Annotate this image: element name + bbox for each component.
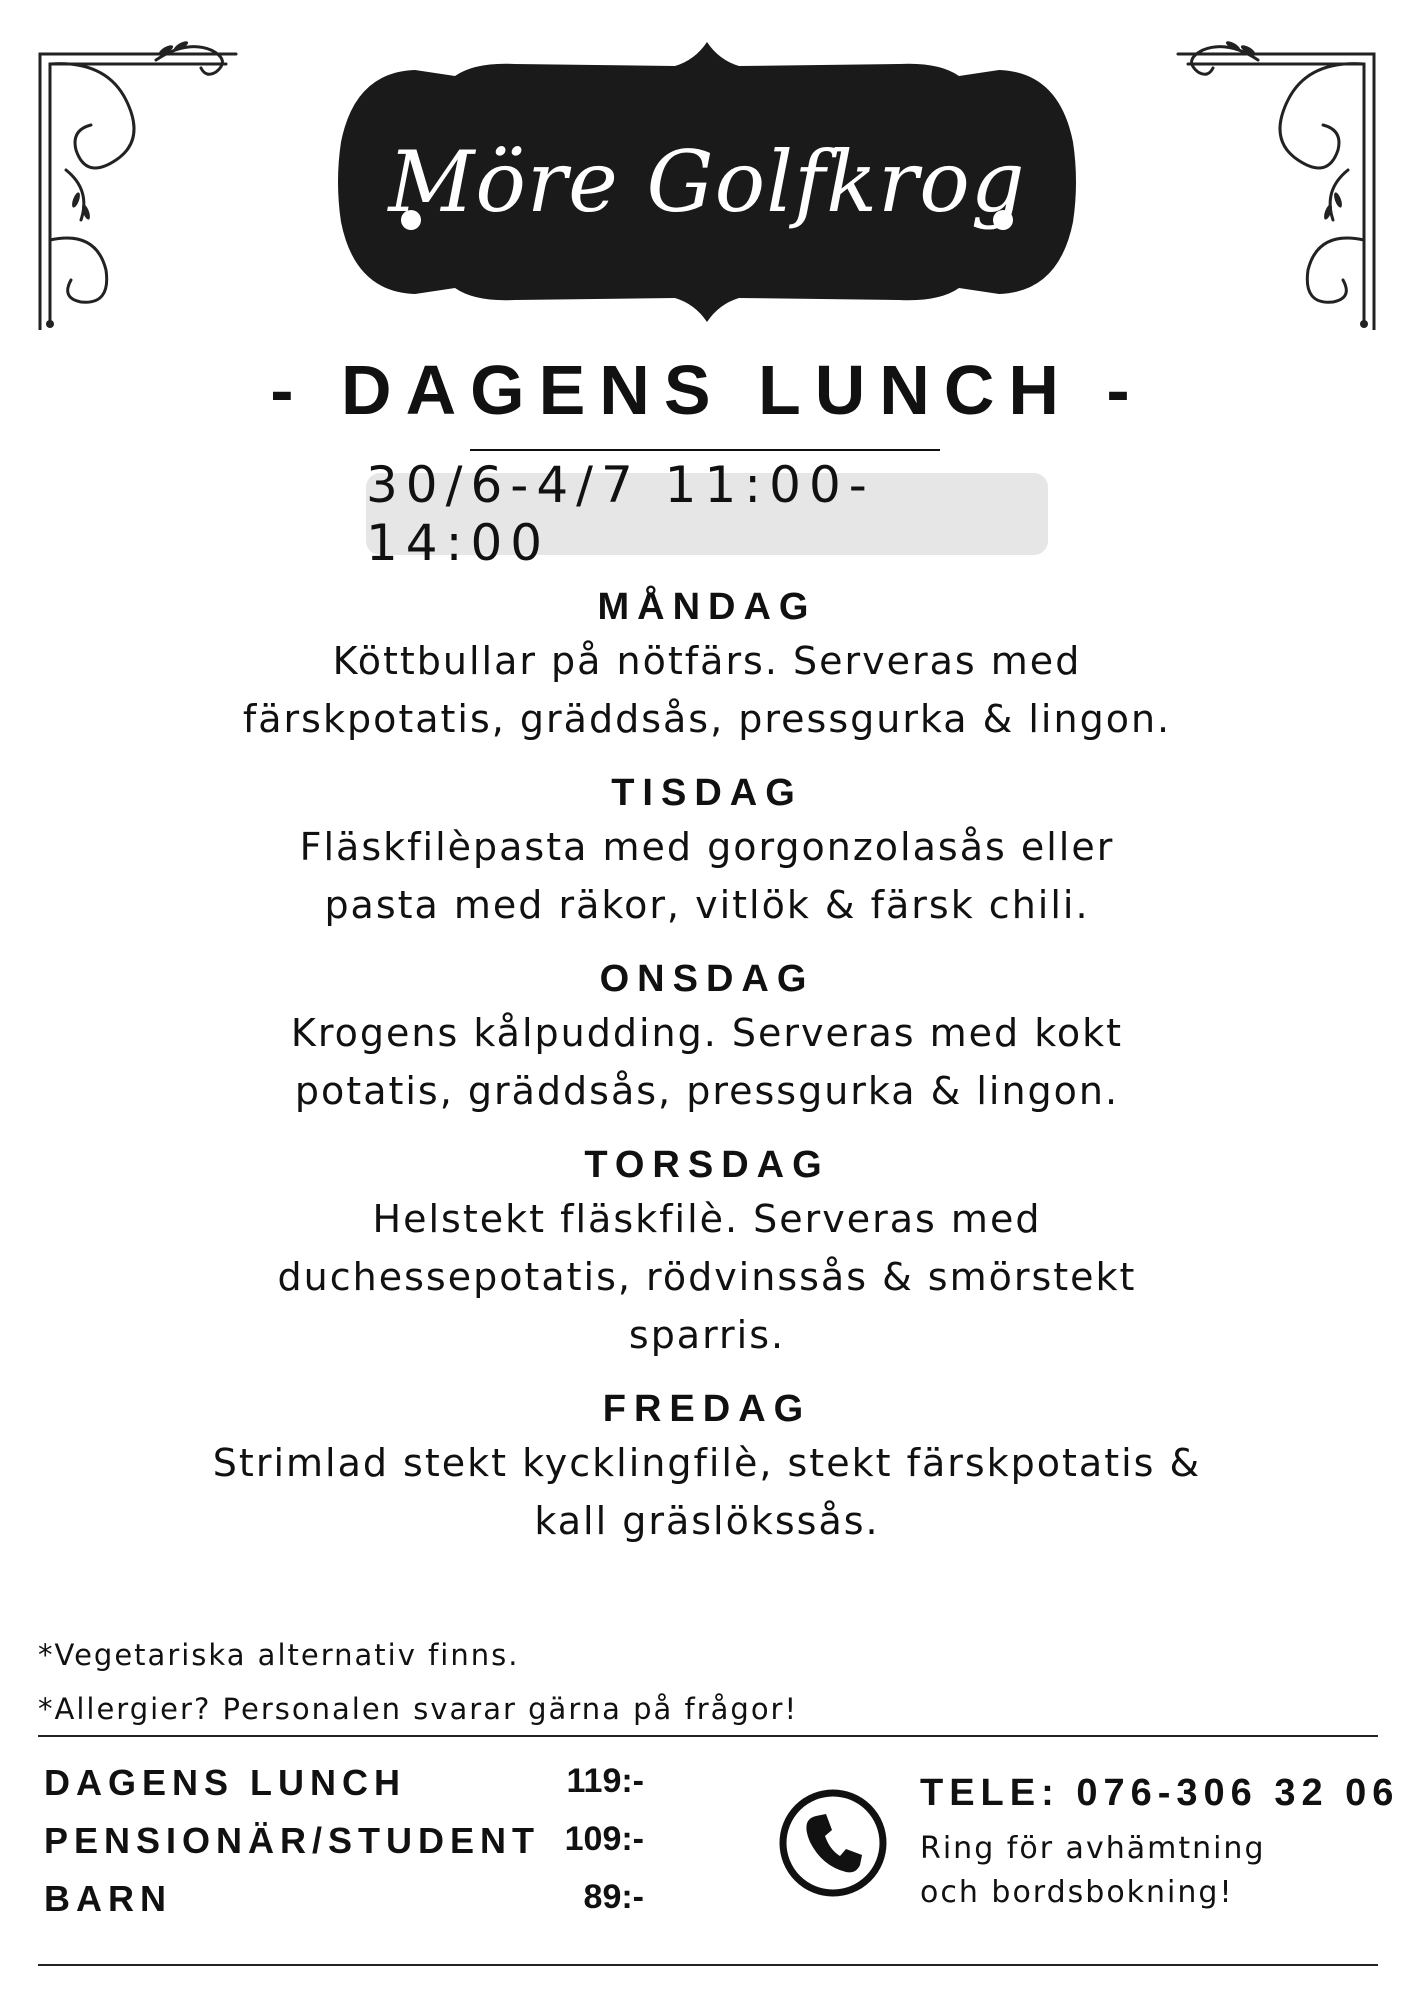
dish-line: pasta med räkor, vitlök & färsk chili. — [324, 883, 1090, 927]
day-label: ONSDAG — [599, 958, 815, 1000]
dish-line: färskpotatis, gräddsås, pressgurka & lingon. — [242, 697, 1172, 741]
title-underline — [470, 449, 940, 451]
price-label: PENSIONÄR/STUDENT — [44, 1820, 541, 1861]
day-label: TORSDAG — [584, 1144, 830, 1186]
menu-day-tuesday — [140, 768, 1274, 934]
dish-line: Krogens kålpudding. Serveras med kokt — [290, 1011, 1124, 1055]
date-hours-badge: 30/6-4/7 11:00-14:00 — [366, 473, 1048, 555]
price-row — [44, 1762, 644, 1820]
phone-icon — [778, 1788, 888, 1898]
price-value: 119:- — [566, 1762, 644, 1800]
phone-number: TELE: 076-306 32 06 — [920, 1772, 1400, 1814]
day-label: FREDAG — [602, 1388, 812, 1430]
price-label: BARN — [44, 1878, 172, 1919]
contact-text: och bordsbokning! — [920, 1875, 1234, 1910]
menu-day-monday — [140, 582, 1274, 748]
dish-line: Strimlad stekt kycklingfilè, stekt färskpotatis & — [212, 1441, 1202, 1485]
dish-line: Helstekt fläskfilè. Serveras med — [372, 1197, 1042, 1241]
divider — [38, 1735, 1378, 1737]
price-row — [44, 1878, 644, 1936]
dish-line: duchessepotatis, rödvinssås & smörstekt — [277, 1255, 1137, 1299]
day-label: TISDAG — [611, 772, 803, 814]
dish-line: Köttbullar på nötfärs. Serveras med — [332, 639, 1082, 683]
dish-line: sparris. — [628, 1313, 786, 1357]
ornament-corner-icon — [36, 40, 246, 330]
contact-text: Ring för avhämtning — [920, 1831, 1266, 1866]
dish-line: Fläskfilèpasta med gorgonzolasås eller — [299, 825, 1115, 869]
price-value: 89:- — [583, 1878, 644, 1916]
menu-day-wednesday — [140, 954, 1274, 1120]
price-value: 109:- — [564, 1820, 644, 1858]
price-row — [44, 1820, 644, 1878]
dish-line: kall gräslökssås. — [534, 1499, 880, 1543]
weekly-menu — [140, 582, 1274, 1570]
menu-day-thursday — [140, 1140, 1274, 1364]
ornament-corner-icon — [1168, 40, 1378, 330]
price-list — [44, 1762, 644, 1936]
page-title: - DAGENS LUNCH - — [270, 351, 1144, 429]
allergy-note: *Allergier? Personalen svarar gärna på frågor! — [38, 1692, 799, 1726]
logo-text: Möre Golfkrog — [388, 133, 1026, 231]
dish-line: potatis, gräddsås, pressgurka & lingon. — [294, 1069, 1120, 1113]
day-label: MÅNDAG — [597, 586, 817, 628]
restaurant-logo — [335, 42, 1079, 322]
price-label: DAGENS LUNCH — [44, 1762, 407, 1803]
vegetarian-note: *Vegetariska alternativ finns. — [38, 1638, 520, 1672]
menu-day-friday — [140, 1384, 1274, 1550]
notes — [38, 1628, 1378, 1736]
contact-info — [920, 1772, 1399, 1915]
divider — [38, 1964, 1378, 1966]
